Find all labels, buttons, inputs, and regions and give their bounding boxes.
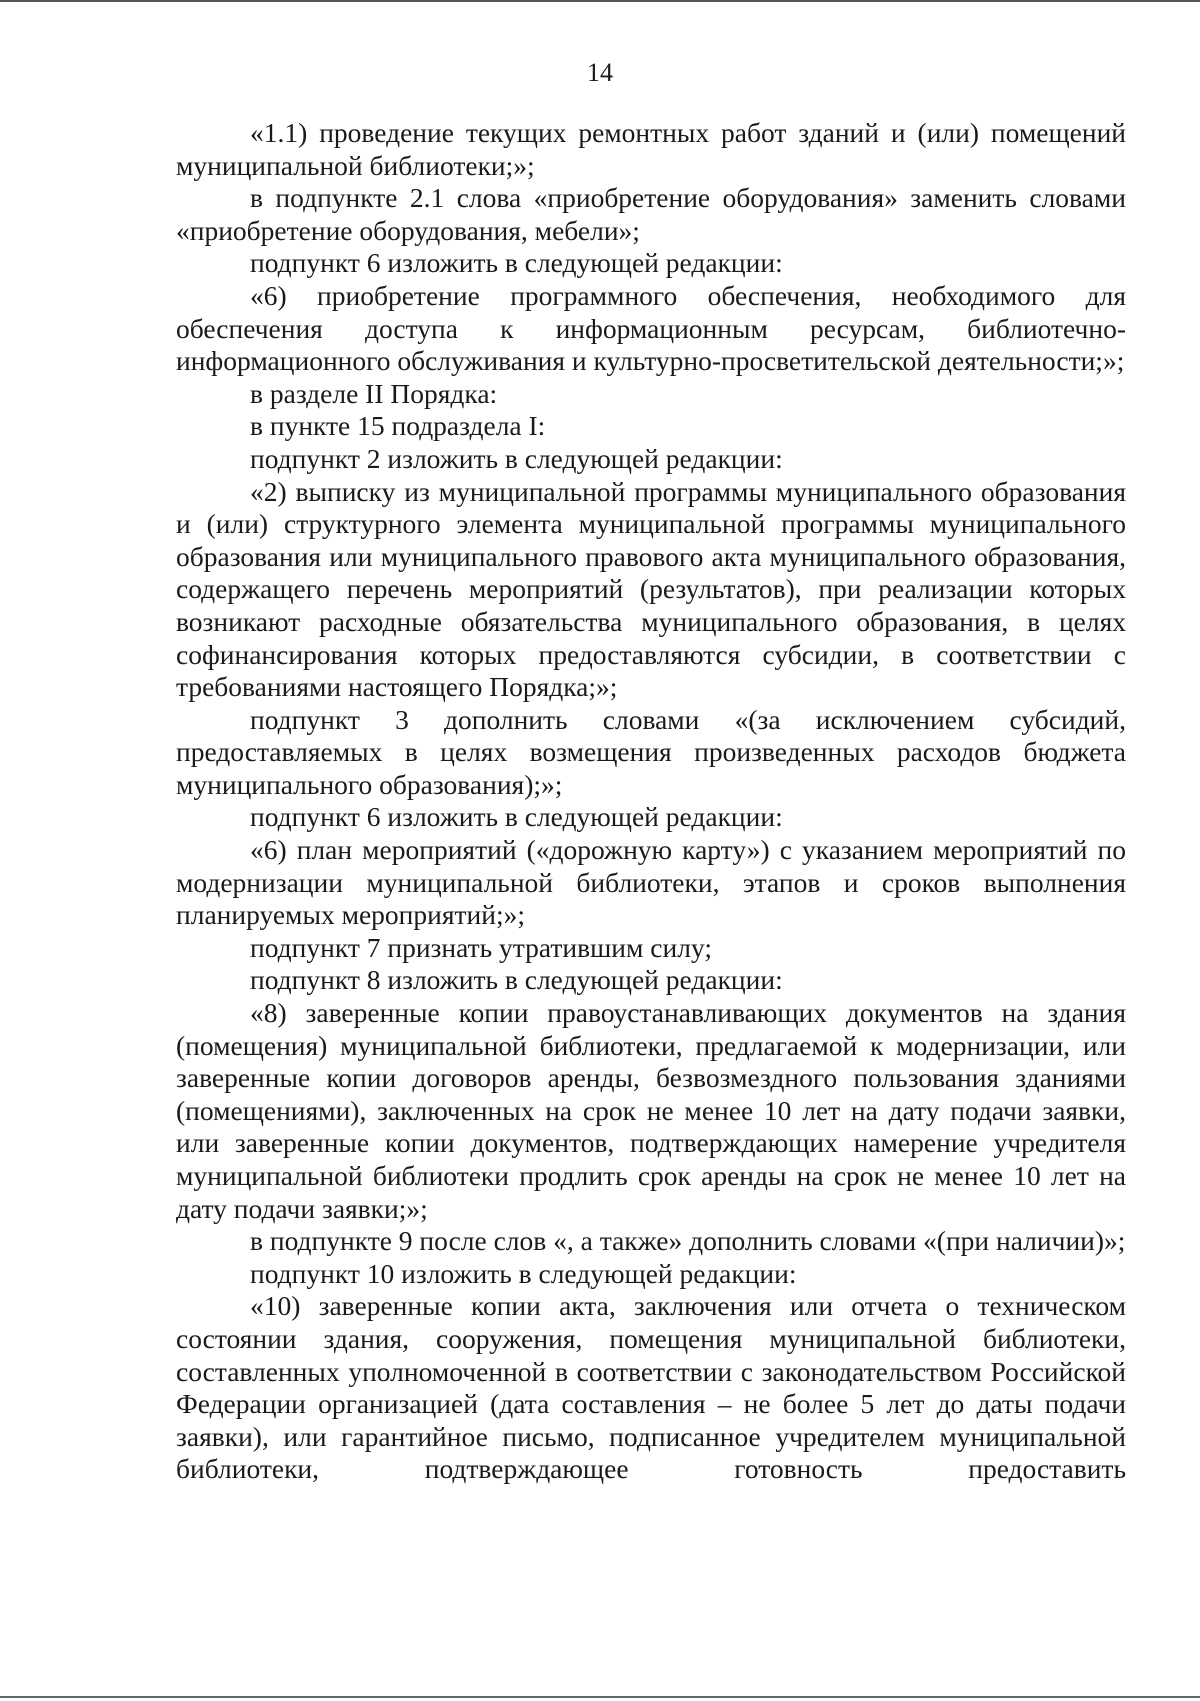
- paragraph: «8) заверенные копии правоустанавливающих документов на здания (помещения) муниципальной библиотеки, предлагаемой к модернизации, или заверенные копии договоров аренды, безвозмездного пользования зданиями (помещениями), заключенных на срок не менее 10 лет на дату подачи заявки, или заверенные копии документов, подтверждающих намерение учредителя муниципальной библиотеки продлить срок аренды на срок не менее 10 лет на дату подачи заявки;»;: [176, 997, 1126, 1224]
- paragraph: «6) план мероприятий («дорожную карту») с указанием мероприятий по модернизации муниципальной библиотеки, этапов и сроков выполнения планируемых мероприятий;»;: [176, 834, 1126, 931]
- paragraph: подпункт 3 дополнить словами «(за исключением субсидий, предоставляемых в целях возмещения произведенных расходов бюджета муниципального образования);»;: [176, 703, 1126, 800]
- scan-edge-top: [0, 0, 1200, 2]
- paragraph: подпункт 10 изложить в следующей редакции:: [250, 1257, 797, 1289]
- scan-edge-bottom: [0, 1696, 1200, 1698]
- paragraph: в подпункте 9 после слов «, а также» дополнить словами «(при наличии)»;: [250, 1225, 1126, 1257]
- paragraph: в пункте 15 подраздела I:: [250, 410, 546, 442]
- paragraph: «6) приобретение программного обеспечения, необходимого для обеспечения доступа к информационным ресурсам, библиотечно-информационного обслуживания и культурно-просветительской деятельности;»;: [176, 279, 1126, 377]
- paragraph: «2) выписку из муниципальной программы муниципального образования и (или) структурного элемента муниципальной программы муниципального образования или муниципального правового акта муниципального образования, содержащего перечень мероприятий (результатов), при реализации которых возникают расходные обязательства муниципального образования, в целях софинансирования которых предоставляются субсидии, в соответствии с требованиями настоящего Порядка;»;: [176, 475, 1126, 703]
- paragraph: подпункт 6 изложить в следующей редакции:: [250, 247, 783, 279]
- paragraph: подпункт 2 изложить в следующей редакции:: [250, 442, 783, 474]
- paragraph: в разделе II Порядка:: [250, 377, 498, 409]
- paragraph: «1.1) проведение текущих ремонтных работ зданий и (или) помещений муниципальной библиотеки;»;: [176, 117, 1126, 181]
- page-number: 14: [587, 58, 613, 87]
- paragraph: подпункт 8 изложить в следующей редакции:: [250, 964, 783, 996]
- document-body: [176, 117, 1126, 1486]
- paragraph: в подпункте 2.1 слова «приобретение оборудования» заменить словами «приобретение оборудования, мебели»;: [176, 182, 1126, 246]
- paragraph: подпункт 6 изложить в следующей редакции:: [250, 801, 783, 833]
- paragraph: подпункт 7 признать утратившим силу;: [250, 931, 712, 963]
- paragraph: «10) заверенные копии акта, заключения или отчета о техническом состоянии здания, сооружения, помещения муниципальной библиотеки, составленных уполномоченной в соответствии с законодательством Российской Федерации организацией (дата составления – не более 5 лет до даты подачи заявки), или гарантийное письмо, подписанное учредителем муниципальной библиотеки, подтверждающее готовность предоставить: [176, 1290, 1126, 1485]
